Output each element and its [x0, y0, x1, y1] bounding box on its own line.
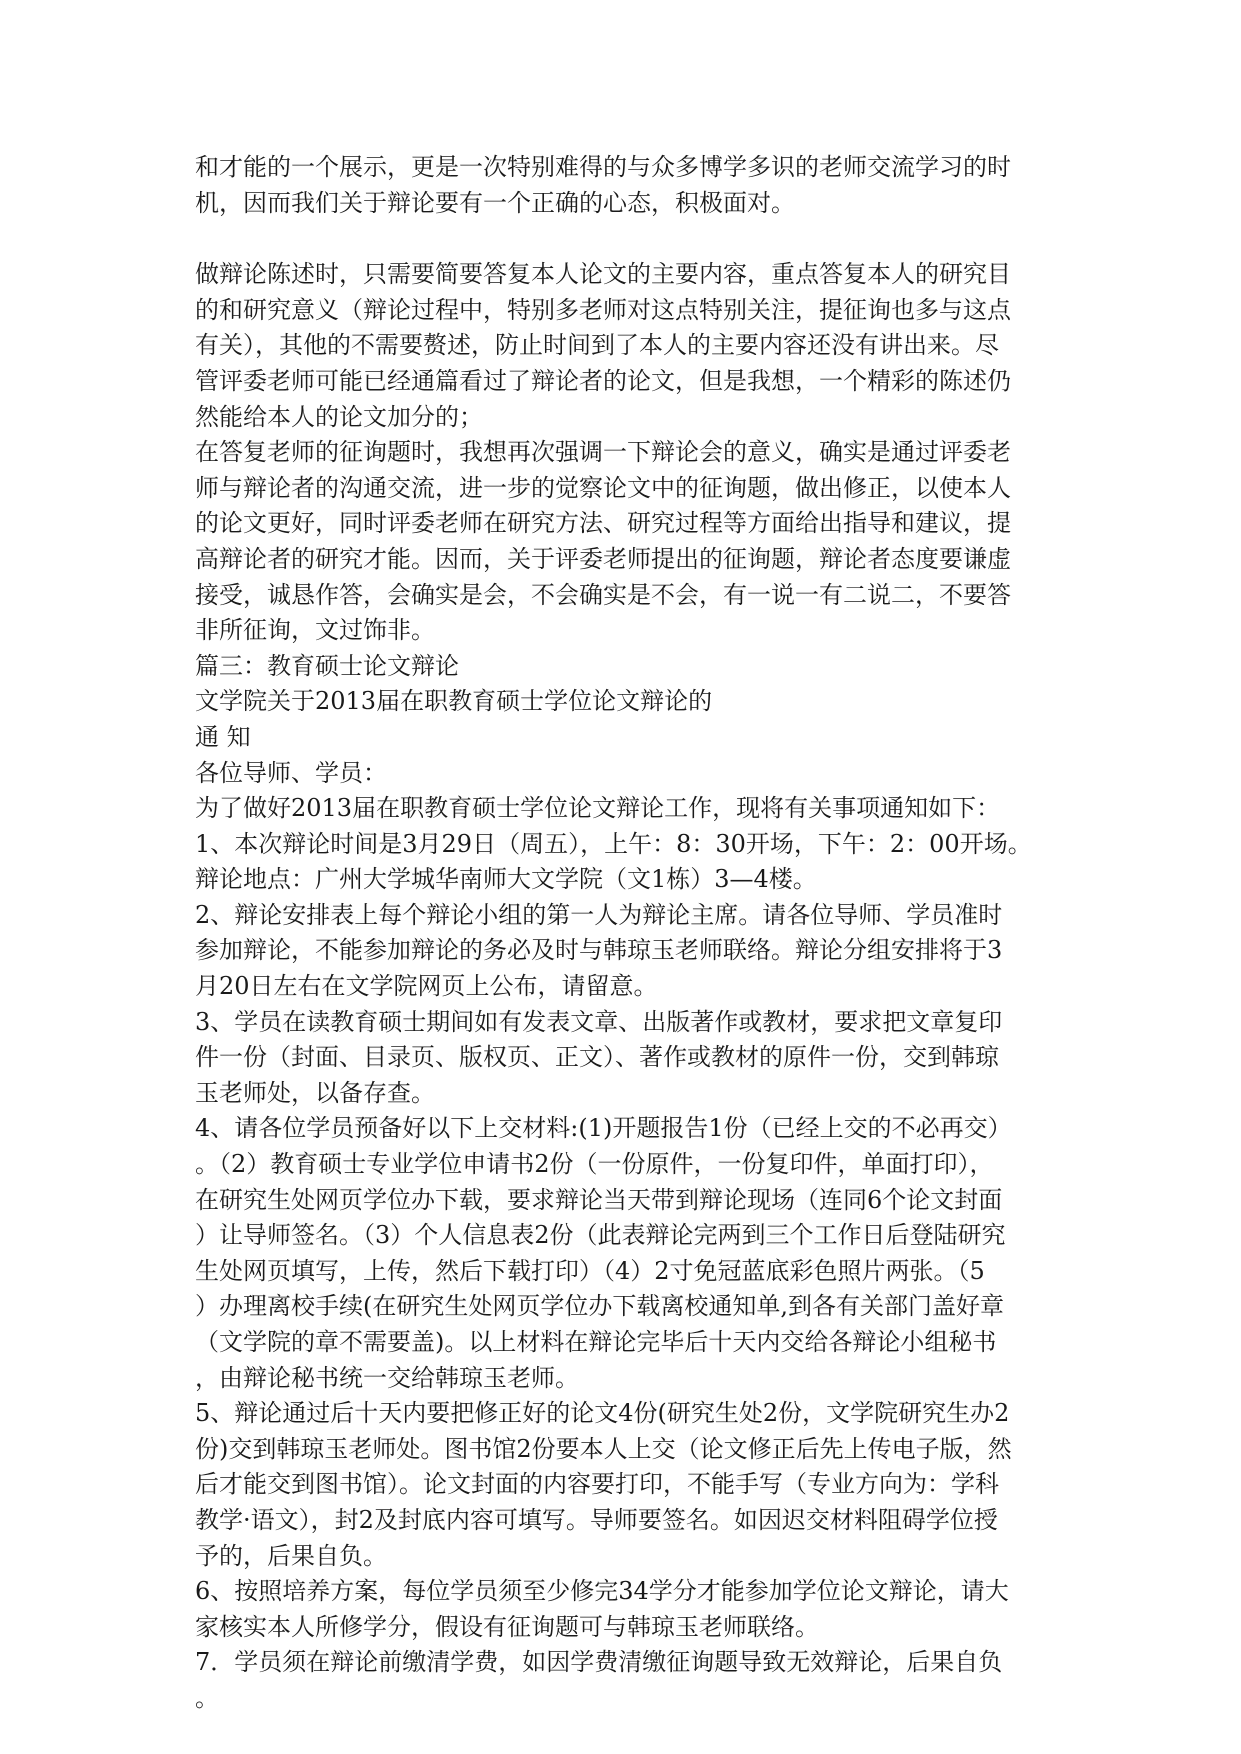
notice-item-4-line: 。（2）教育硕士专业学位申请书2份（一份原件，一份复印件，单面打印）， — [195, 1150, 994, 1179]
paragraph-gap — [195, 221, 1055, 257]
text-line: 高辩论者的研究才能。因而，关于评委老师提出的征询题，辩论者态度要谦虚 — [195, 544, 1011, 573]
text-line: 的论文更好，同时评委老师在研究方法、研究过程等方面给出指导和建议，提 — [195, 509, 1011, 538]
notice-item-2-line: 月20日左右在文学院网页上公布，请留意。 — [195, 972, 658, 1001]
notice-item-6-line: 6、按照培养方案，每位学员须至少修完34学分才能参加学位论文辩论，请大 — [195, 1577, 1009, 1606]
notice-item-3-line: 玉老师处，以备存查。 — [195, 1078, 435, 1107]
notice-item-5-line: 份)交到韩琼玉老师处。图书馆2份要本人上交（论文修正后先上传电子版，然 — [195, 1434, 1012, 1463]
text-line: 机，因而我们关于辩论要有一个正确的心态，积极面对。 — [195, 188, 795, 217]
notice-item-5-line: 教学·语文），封2及封底内容可填写。导师要签名。如因迟交材料阻碍学位授 — [195, 1505, 998, 1534]
text-line: 非所征询，文过饰非。 — [195, 616, 435, 645]
notice-item-1-line: 辩论地点：广州大学城华南师大文学院（文1栋）3—4楼。 — [195, 865, 817, 894]
notice-title: 文学院关于2013届在职教育硕士学位论文辩论的 — [195, 687, 713, 716]
text-line: 然能给本人的论文加分的； — [195, 402, 483, 431]
notice-item-2-line: 2、辩论安排表上每个辩论小组的第一人为辩论主席。请各位导师、学员准时 — [195, 900, 1003, 929]
notice-item-2-line: 参加辩论，不能参加辩论的务必及时与韩琼玉老师联络。辩论分组安排将于3 — [195, 936, 1003, 965]
notice-item-4-line: ）办理离校手续(在研究生处网页学位办下载离校通知单,到各有关部门盖好章 — [195, 1292, 1004, 1321]
text-line: 接受，诚恳作答，会确实是会，不会确实是不会，有一说一有二说二，不要答 — [195, 580, 1011, 609]
text-line: 和才能的一个展示，更是一次特别难得的与众多博学多识的老师交流学习的时 — [195, 153, 1011, 181]
notice-item-5-line: 5、辩论通过后十天内要把修正好的论文4份(研究生处2份，文学院研究生办2 — [195, 1399, 1010, 1428]
notice-item-4-line: 在研究生处网页学位办下载，要求辩论当天带到辩论现场（连同6个论文封面 — [195, 1185, 1003, 1214]
notice-item-6-line: 家核实本人所修学分，假设有征询题可与韩琼玉老师联络。 — [195, 1612, 819, 1641]
notice-item-5-line: 后才能交到图书馆）。论文封面的内容要打印，不能手写（专业方向为：学科 — [195, 1470, 999, 1499]
notice-item-7-line: 7．学员须在辩论前缴清学费，如因学费清缴征询题导致无效辩论，后果自负 — [195, 1648, 1003, 1677]
salutation: 各位导师、学员： — [195, 758, 387, 787]
document-page — [195, 150, 1055, 1717]
notice-item-5-line: 予的，后果自负。 — [195, 1541, 387, 1570]
notice-item-4-line: 生处网页填写，上传，然后下载打印）（4）2寸免冠蓝底彩色照片两张。（5 — [195, 1256, 985, 1285]
notice-item-3-line: 件一份（封面、目录页、版权页、正文）、著作或教材的原件一份，交到韩琼 — [195, 1043, 999, 1072]
text-line: 管评委老师可能已经通篇看过了辩论者的论文，但是我想，一个精彩的陈述仍 — [195, 366, 1011, 395]
text-line: 在答复老师的征询题时，我想再次强调一下辩论会的意义，确实是通过评委老 — [195, 438, 1011, 467]
text-line: 有关），其他的不需要赘述，防止时间到了本人的主要内容还没有讲出来。尽 — [195, 331, 999, 360]
section-title: 篇三：教育硕士论文辩论 — [195, 651, 459, 680]
notice-item-4-line: （文学院的章不需要盖)。以上材料在辩论完毕后十天内交给各辩论小组秘书 — [195, 1328, 997, 1356]
notice-item-4-line: ，由辩论秘书统一交给韩琼玉老师。 — [195, 1363, 579, 1392]
text-line: 师与辩论者的沟通交流，进一步的觉察论文中的征询题，做出修正，以使本人 — [195, 473, 1011, 502]
notice-word: 通 知 — [195, 722, 251, 751]
notice-item-3-line: 3、学员在读教育硕士期间如有发表文章、出版著作或教材，要求把文章复印 — [195, 1007, 1003, 1036]
notice-item-4-line: 4、请各位学员预备好以下上交材料:(1)开题报告1份（已经上交的不必再交） — [195, 1114, 1012, 1143]
text-line: 的和研究意义（辩论过程中，特别多老师对这点特别关注，提征询也多与这点 — [195, 295, 1011, 324]
text-line: 做辩论陈述时，只需要简要答复本人论文的主要内容，重点答复本人的研究目 — [195, 260, 1011, 289]
notice-intro: 为了做好2013届在职教育硕士学位论文辩论工作，现将有关事项通知如下： — [195, 794, 1001, 823]
notice-item-1-line: 1、本次辩论时间是3月29日（周五），上午：8：30开场，下午：2：00开场。 — [195, 829, 1032, 858]
notice-item-7-line: 。 — [195, 1683, 219, 1712]
notice-item-4-line: ）让导师签名。（3）个人信息表2份（此表辩论完两到三个工作日后登陆研究 — [195, 1221, 1006, 1250]
